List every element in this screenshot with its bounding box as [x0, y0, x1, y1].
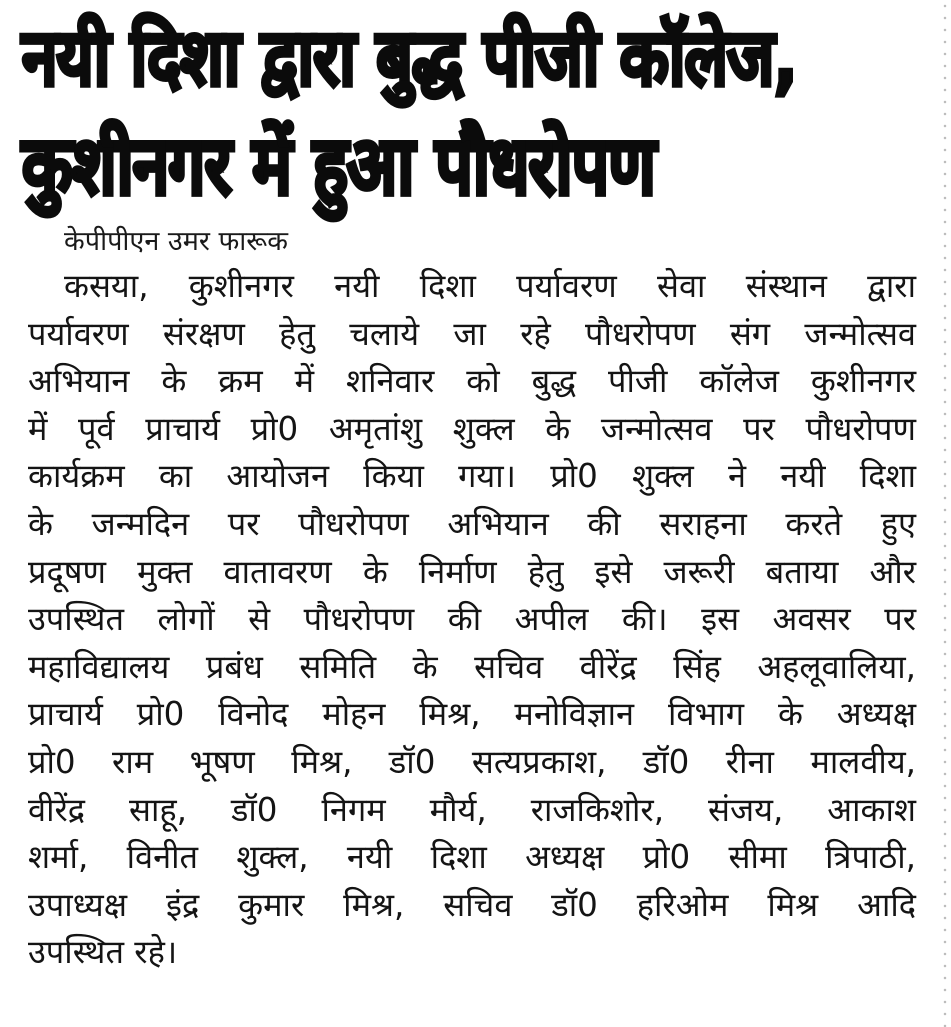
article-line: महाविद्यालय प्रबंध समिति के सचिव वीरेंद्र सिंह अहलूवालिया, [28, 647, 916, 686]
article-line: में पूर्व प्राचार्य प्रो0 अमृतांशु शुक्ल के जन्मोत्सव पर पौधरोपण [28, 409, 916, 448]
article-line: के जन्मदिन पर पौधरोपण अभियान की सराहना करते हुए [28, 504, 916, 543]
article-line: वीरेंद्र साहू, डॉ0 निगम मौर्य, राजकिशोर, संजय, आकाश [28, 790, 916, 829]
article-line: प्रो0 राम भूषण मिश्र, डॉ0 सत्यप्रकाश, डॉ0 रीना मालवीय, [28, 742, 916, 781]
article-line: उपस्थित रहे। [28, 933, 178, 972]
article-body [28, 263, 916, 977]
byline: केपीपीएन उमर फारूक [64, 226, 288, 257]
article-line: कसया, कुशीनगर नयी दिशा पर्यावरण सेवा संस्थान द्वारा [64, 267, 916, 305]
headline-line-2: कुशीनगर में हुआ पौधरोपण [22, 118, 655, 213]
article-line: प्राचार्य प्रो0 विनोद मोहन मिश्र, मनोविज्ञान विभाग के अध्यक्ष [28, 695, 916, 734]
perforation-edge [943, 0, 947, 1027]
headline-line-1: नयी दिशा द्वारा बुद्ध पीजी कॉलेज, [22, 12, 797, 104]
article-line: कार्यक्रम का आयोजन किया गया। प्रो0 शुक्ल ने नयी दिशा [28, 457, 916, 496]
article-line: उपाध्यक्ष इंद्र कुमार मिश्र, सचिव डॉ0 हरिओम मिश्र आदि [28, 885, 916, 924]
article-line: अभियान के क्रम में शनिवार को बुद्ध पीजी कॉलेज कुशीनगर [28, 362, 916, 401]
article-line: उपस्थित लोगों से पौधरोपण की अपील की। इस अवसर पर [28, 600, 916, 639]
article-line: पर्यावरण संरक्षण हेतु चलाये जा रहे पौधरोपण संग जन्मोत्सव [28, 314, 916, 353]
article-line: शर्मा, विनीत शुक्ल, नयी दिशा अध्यक्ष प्रो0 सीमा त्रिपाठी, [28, 838, 916, 877]
article-line: प्रदूषण मुक्त वातावरण के निर्माण हेतु इसे जरूरी बताया और [28, 552, 916, 591]
